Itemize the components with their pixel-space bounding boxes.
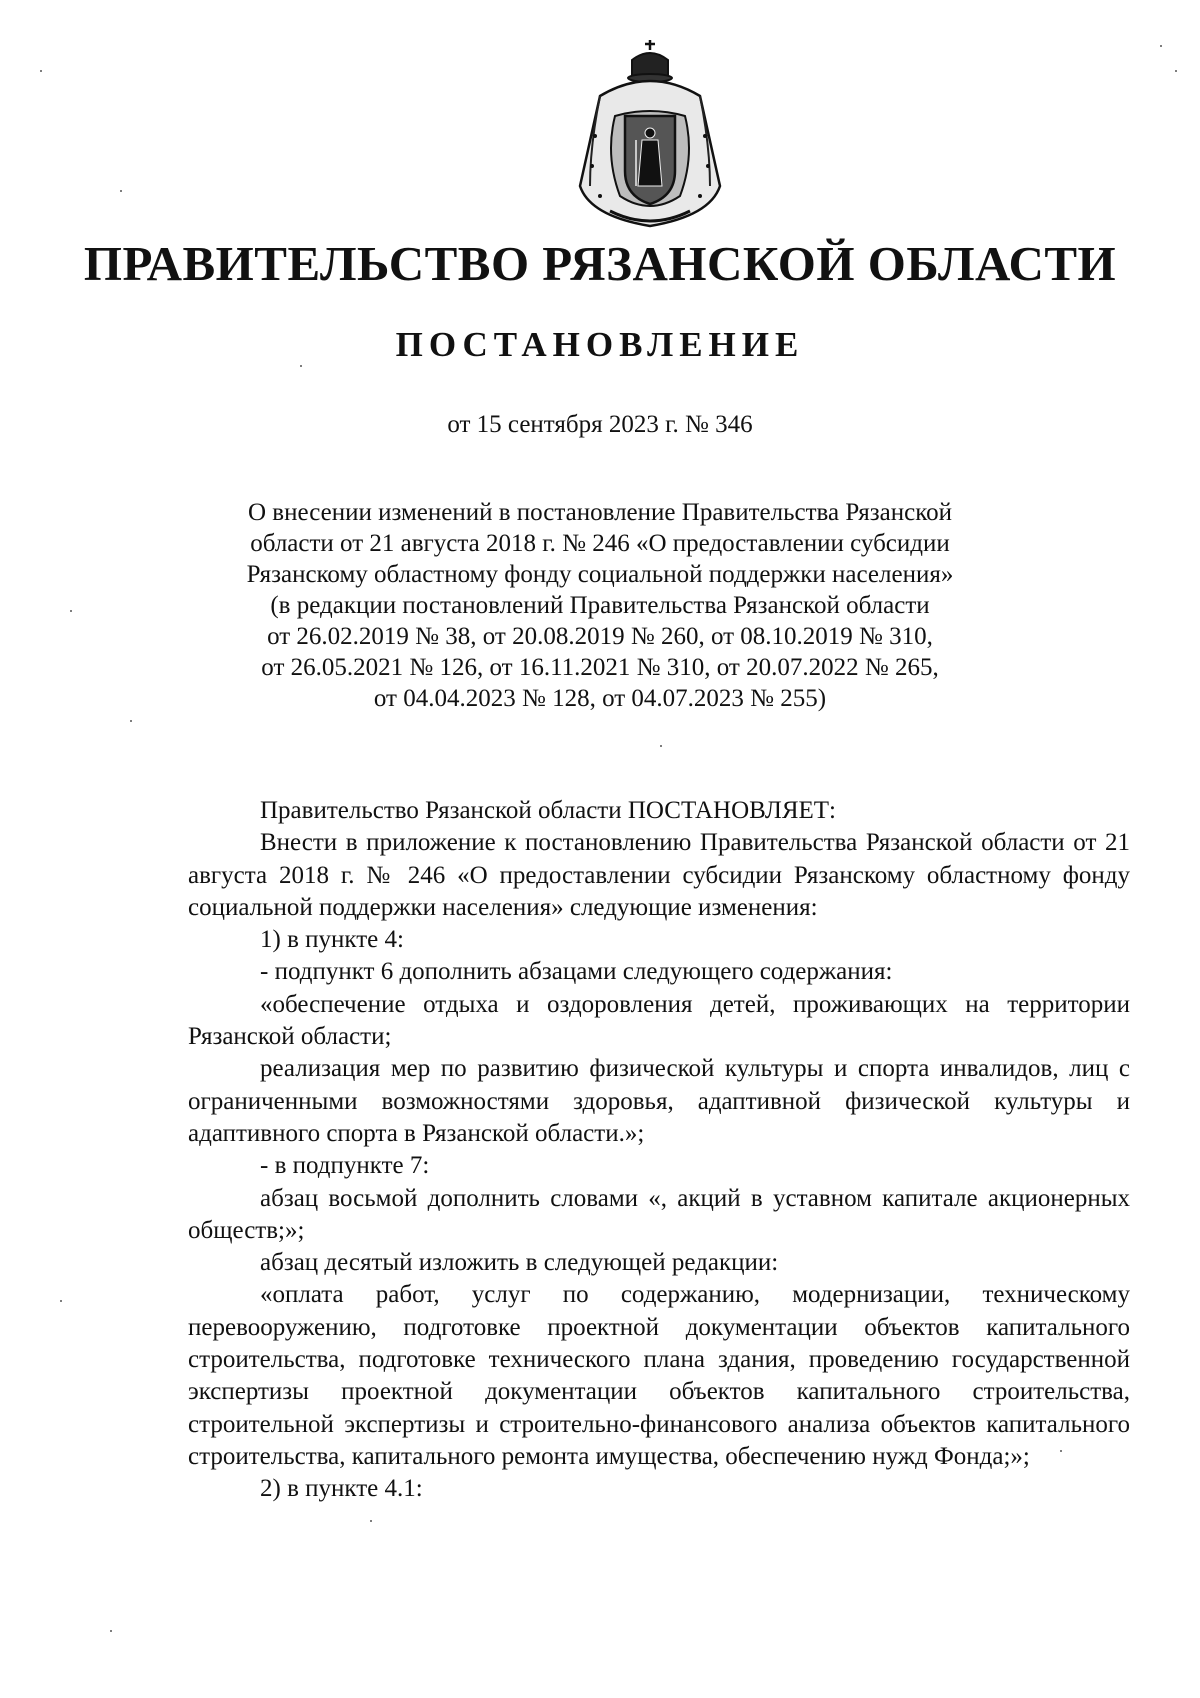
scan-speck (120, 190, 122, 192)
paragraph-quote-rest: «обеспечение отдыха и оздоровления детей, проживающих на территории Рязанской области; (188, 990, 1130, 1051)
scan-speck (130, 720, 132, 722)
document-body (188, 795, 1130, 1506)
scan-speck (1060, 1450, 1062, 1452)
document-subject (0, 497, 1200, 714)
scan-speck (40, 70, 42, 72)
document-date-number: от 15 сентября 2023 г. № 346 (447, 411, 753, 438)
scan-speck (60, 1300, 62, 1302)
paragraph-resolves: Правительство Рязанской области ПОСТАНОВЛЯЕТ: (260, 797, 836, 824)
paragraph-item-2: 2) в пункте 4.1: (260, 1475, 423, 1503)
paragraph-subitem-6: - подпункт 6 дополнить абзацами следующего содержания: (260, 958, 893, 986)
scan-speck (300, 365, 302, 367)
subject-line: от 26.05.2021 № 126, от 16.11.2021 № 310, от 20.07.2022 № 265, (261, 654, 939, 681)
subject-line: Рязанскому областному фонду социальной поддержки населения» (246, 561, 954, 588)
paragraph-eighth: абзац восьмой дополнить словами «, акций в уставном капитале акционерных обществ;»; (188, 1184, 1130, 1244)
document-type: ПОСТАНОВЛЕНИЕ (395, 325, 805, 364)
subject-line: от 26.02.2019 № 38, от 20.08.2019 № 260, от 08.10.2019 № 310, (267, 623, 933, 650)
subject-line: (в редакции постановлений Правительства Рязанской области (270, 592, 930, 619)
paragraph-tenth: абзац десятый изложить в следующей редакции: (260, 1249, 779, 1277)
paragraph-payment: «оплата работ, услуг по содержанию, модернизации, техническому перевооружению, подготовке проектной документации объектов капитального строительства, подготовке технического плана здания, проведению государственной экспертизы проектной документации объектов капитального строительства, строительной экспертизы и строительно-финансового анализа объектов капитального строительства, капитального ремонта имущества, обеспечению нужд Фонда;»; (188, 1281, 1130, 1470)
paragraph-subitem-7: - в подпункте 7: (260, 1152, 430, 1180)
subject-line: О внесении изменений в постановление Правительства Рязанской (247, 499, 952, 526)
scan-speck (660, 745, 662, 747)
scan-speck (110, 1630, 112, 1632)
scan-speck (1175, 70, 1177, 72)
scan-speck (1160, 45, 1162, 47)
subject-line: от 04.04.2023 № 128, от 04.07.2023 № 255) (373, 685, 827, 712)
paragraph-amend: Внести в приложение к постановлению Правительства Рязанской области от 21 августа 2018 г. № 246 «О предоставлении субсидии Рязанскому областному фонду социальной поддержки населения» следующие изменения: (188, 829, 1130, 921)
scan-speck (370, 1520, 372, 1522)
ryazan-coat-of-arms-icon (560, 36, 740, 236)
subject-line: области от 21 августа 2018 г. № 246 «О предоставлении субсидии (250, 530, 950, 557)
paragraph-item-1: 1) в пункте 4: (260, 926, 404, 954)
paragraph-sport: реализация мер по развитию физической культуры и спорта инвалидов, лиц с ограниченными возможностями здоровья, адаптивной физической культуры и адаптивного спорта в Рязанской области.»; (188, 1055, 1130, 1147)
organization-title: ПРАВИТЕЛЬСТВО РЯЗАНСКОЙ ОБЛАСТИ (83, 236, 1117, 291)
scan-speck (70, 610, 72, 612)
